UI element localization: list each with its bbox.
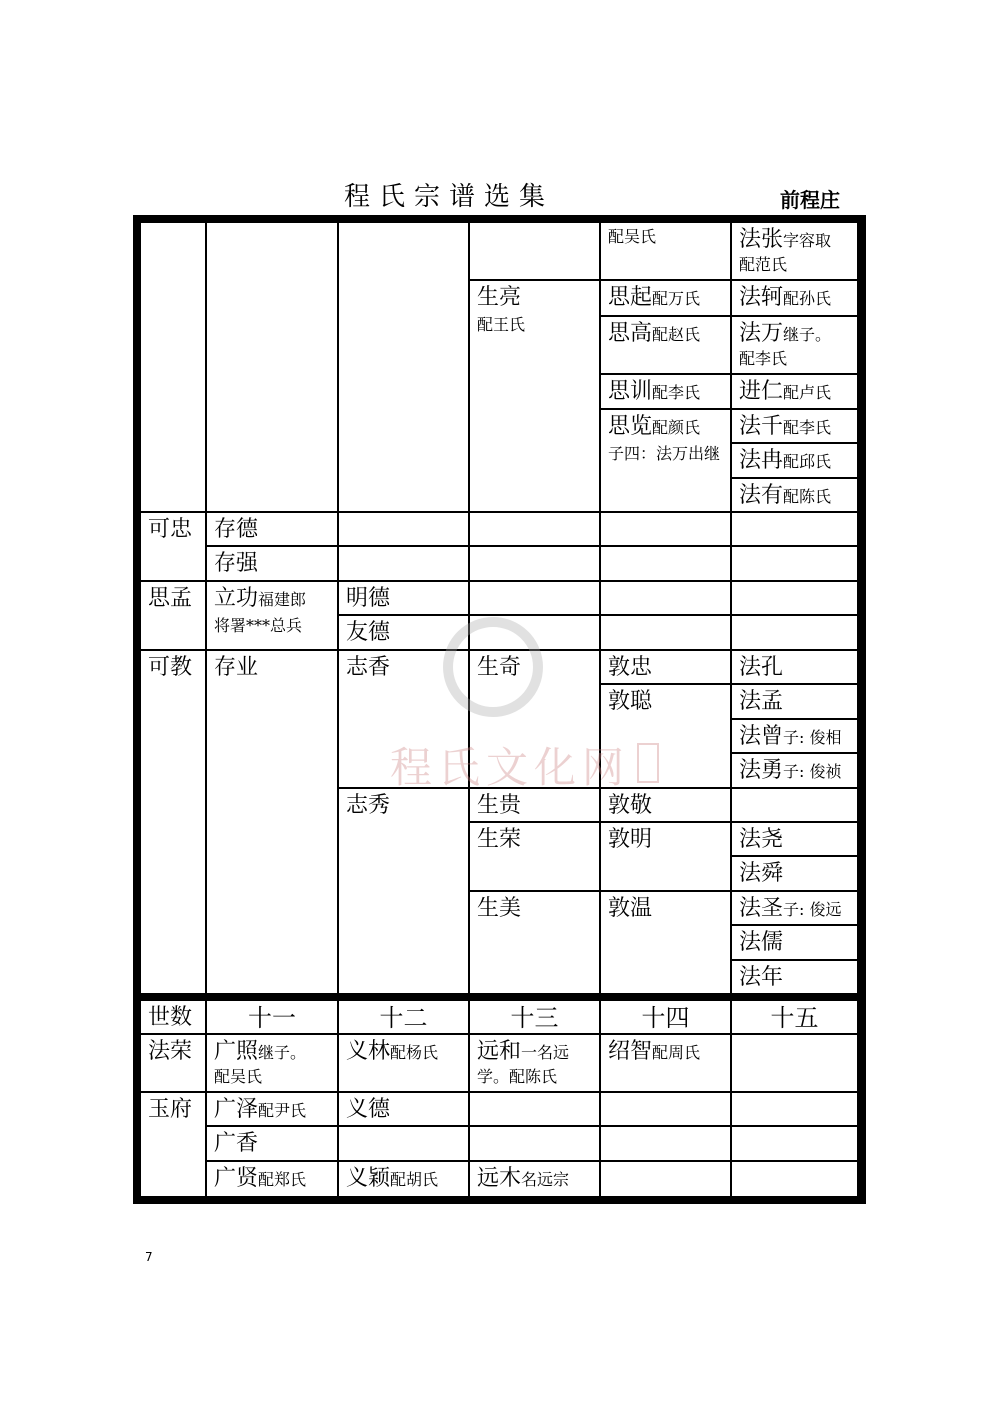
name-cell [470,1162,599,1196]
ancestor-cell: 法荣 [141,1035,205,1091]
person-note: 配赵氏 [652,325,701,344]
table-cell [470,1093,599,1125]
name-cell [601,375,730,408]
name-cell: 广香 [207,1127,337,1160]
person-name: 远木 [477,1166,522,1191]
ancestor-cell: 思孟 [141,582,205,649]
person-name: 思训 [608,379,653,404]
person-name: 法圣 [739,896,784,921]
name-cell [732,410,857,442]
name-cell: 生奇 [470,651,599,787]
person-name: 进仁 [739,379,784,404]
person-note: 配李氏 [783,418,832,437]
name-cell: 存德 [207,513,337,545]
table-cell [732,789,857,821]
village-name: 前程庄 [780,188,840,212]
table-cell [339,223,468,511]
person-note: 配郑氏 [258,1170,307,1189]
person-name: 法冉 [739,448,784,473]
person-note: 配李氏 [739,349,788,368]
table-cell [339,1127,468,1160]
person-note: 配范氏 [739,255,788,274]
name-cell [732,444,857,477]
person-note: 福建郎 [258,590,307,609]
name-cell: 义德 [339,1093,468,1125]
person-note: 继子。 [258,1043,307,1062]
name-cell [207,1093,337,1125]
generation-header: 十二 [339,1001,468,1033]
name-cell [470,1035,599,1091]
table-cell [732,513,857,545]
generation-header: 十五 [732,1001,857,1033]
name-cell: 敦温 [601,892,730,993]
name-cell [207,1162,337,1196]
name-cell [732,479,857,511]
person-note: 配邱氏 [783,452,832,471]
name-cell: 生荣 [470,823,599,890]
person-note: 子: 俊相 [783,728,842,747]
generation-header: 十三 [470,1001,599,1033]
ancestor-cell: 可教 [141,651,205,993]
person-name: 法轲 [739,285,784,310]
person-name: 义颖 [346,1166,391,1191]
name-cell [601,317,730,373]
person-note: 配尹氏 [258,1101,307,1120]
table-cell [601,1162,730,1196]
person-name: 法张 [739,227,784,252]
table-cell [339,547,468,580]
table-cell [470,513,599,545]
person-note: 配陈氏 [783,487,832,506]
person-name: 法曾 [739,724,784,749]
person-note: 子: 俊祯 [783,762,842,781]
generation-header: 十四 [601,1001,730,1033]
ancestor-cell: 玉府 [141,1093,205,1196]
name-cell [207,1035,337,1091]
person-name: 思起 [608,285,653,310]
person-name: 义林 [346,1039,391,1064]
person-note: 配杨氏 [390,1043,439,1062]
person-name: 广泽 [214,1097,259,1122]
name-cell [601,1035,730,1091]
name-cell: 明德 [339,582,468,614]
person-note: 配卢氏 [783,383,832,402]
name-cell [601,410,730,511]
table-cell [470,582,599,614]
person-name: 法千 [739,414,784,439]
table-cell [601,582,730,614]
name-cell: 法年 [732,961,857,993]
person-name: 思高 [608,321,653,346]
name-cell: 存强 [207,547,337,580]
person-note: 继子。 [783,325,832,344]
name-cell [732,223,857,279]
table-cell [732,547,857,580]
ancestor-cell: 可忠 [141,513,205,580]
table-cell [732,1162,857,1196]
person-note: 配万氏 [652,289,701,308]
person-name: 法有 [739,483,784,508]
name-cell [732,892,857,924]
table-cell [732,1127,857,1160]
name-cell: 志香 [339,651,468,787]
name-cell: 法儒 [732,926,857,959]
name-cell [732,281,857,315]
person-name: 生亮 [477,285,522,310]
person-note: 名远宗 [521,1170,570,1189]
name-cell [470,281,599,511]
name-cell: 友德 [339,616,468,649]
person-name: 法勇 [739,758,784,783]
person-note: 子: 俊远 [783,900,842,919]
person-note: 配孙氏 [783,289,832,308]
watermark-text: 程氏文化网 [390,743,631,792]
table-cell [601,616,730,649]
document-title: 程氏宗谱选集 [344,182,555,212]
name-cell [732,720,857,752]
name-cell [732,375,857,408]
name-cell: 配吴氏 [601,223,730,279]
person-name: 广贤 [214,1166,259,1191]
person-note: 配王氏 [477,315,526,334]
name-cell: 法孔 [732,651,857,683]
person-note: 配颜氏 [652,418,701,437]
table-cell [601,1093,730,1125]
table-cell [601,513,730,545]
name-cell: 法尧 [732,823,857,855]
table-cell [470,547,599,580]
person-note: 配李氏 [652,383,701,402]
name-cell: 敦明 [601,823,730,890]
person-note: 配周氏 [652,1043,701,1062]
table-cell [601,1127,730,1160]
table-cell [601,547,730,580]
name-cell: 法孟 [732,685,857,718]
person-note: 将署***总兵 [214,616,303,635]
table-cell [339,513,468,545]
name-cell [339,1035,468,1091]
name-cell: 法舜 [732,857,857,890]
watermark-stamp [637,743,659,783]
generation-label: 世数 [141,1001,205,1033]
person-name: 远和 [477,1039,522,1064]
person-name: 广照 [214,1039,259,1064]
table-cell [470,1127,599,1160]
name-cell [207,582,337,649]
person-note: 一名远 [521,1043,570,1062]
name-cell [601,281,730,315]
table-cell [207,223,337,511]
table-cell [732,616,857,649]
generation-header: 十一 [207,1001,337,1033]
person-note: 字容取 [783,231,832,250]
table-cell [470,223,599,279]
table-cell [732,582,857,614]
name-cell: 生美 [470,892,599,993]
person-name: 绍智 [608,1039,653,1064]
name-cell: 存业 [207,651,337,993]
person-name: 思览 [608,414,653,439]
page-number: 7 [145,1250,153,1264]
name-cell: 生贵 [470,789,599,821]
name-cell: 敦敬 [601,789,730,821]
table-cell [732,1093,857,1125]
person-note: 配吴氏 [214,1067,263,1086]
watermark-seal [443,617,543,717]
table-cell [732,1035,857,1091]
name-cell [339,1162,468,1196]
person-name: 法万 [739,321,784,346]
name-cell [732,317,857,373]
name-cell [732,754,857,787]
name-cell: 敦聪 [601,685,730,787]
name-cell: 敦忠 [601,651,730,683]
person-note: 学。配陈氏 [477,1067,558,1086]
person-note: 子四：法万出继 [608,444,721,463]
person-name: 立功 [214,586,259,611]
name-cell: 志秀 [339,789,468,993]
table-cell [141,223,205,511]
person-note: 配胡氏 [390,1170,439,1189]
